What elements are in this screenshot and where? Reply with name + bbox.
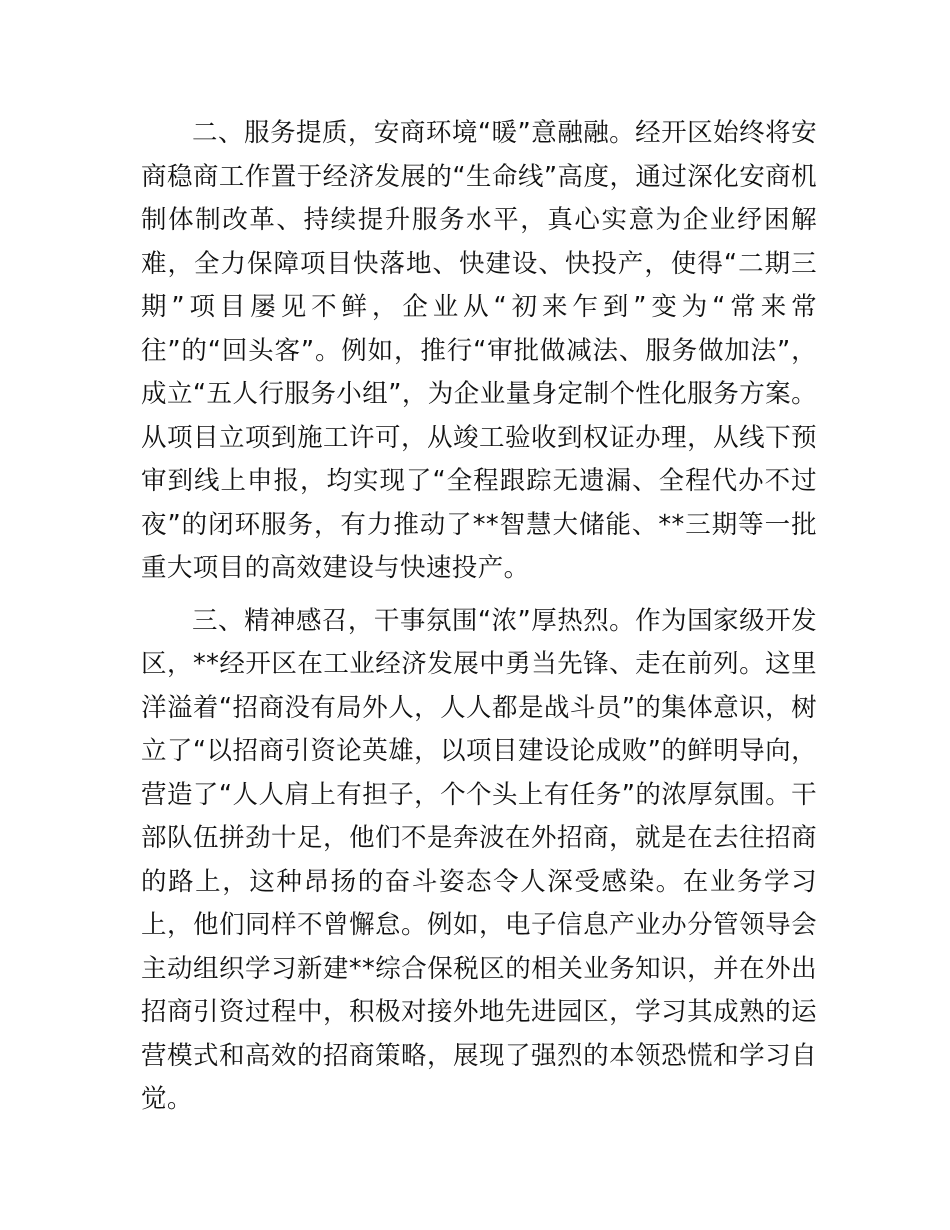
paragraph-spirit-inspiration: 三、精神感召，干事氛围“浓”厚热烈。作为国家级开发区，**经开区在工业经济发展中勇当先锋、走在前列。这里洋溢着“招商没有局外人，人人都是战斗员”的集体意识，树立了“以招商引资论英雄，以项目建设论成败”的鲜明导向，营造了“人人肩上有担子，个个头上有任务”的浓厚氛围。干部队伍拼劲十足，他们不是奔波在外招商，就是在去往招商的路上，这种昂扬的奋斗姿态令人深受感染。在业务学习上，他们同样不曾懈怠。例如，电子信息产业办分管领导会主动组织学习新建**综合保税区的相关业务知识，并在外出招商引资过程中，积极对接外地先进园区，学习其成熟的运营模式和高效的招商策略，展现了强烈的本领恐慌和学习自觉。 [141,605,817,1114]
document-body [141,112,817,1122]
paragraph-service-quality: 二、服务提质，安商环境“暖”意融融。经开区始终将安商稳商工作置于经济发展的“生命线”高度，通过深化安商机制体制改革、持续提升服务水平，真心实意为企业纾困解难，全力保障项目快落地、快建设、快投产，使得“二期三期”项目屡见不鲜，企业从“初来乍到”变为“常来常往”的“回头客”。例如，推行“审批做减法、服务做加法”，成立“五人行服务小组”，为企业量身定制个性化服务方案。从项目立项到施工许可，从竣工验收到权证办理，从线下预审到线上申报，均实现了“全程跟踪无遗漏、全程代办不过夜”的闭环服务，有力推动了**智慧大储能、**三期等一批重大项目的高效建设与快速投产。 [141,118,817,583]
